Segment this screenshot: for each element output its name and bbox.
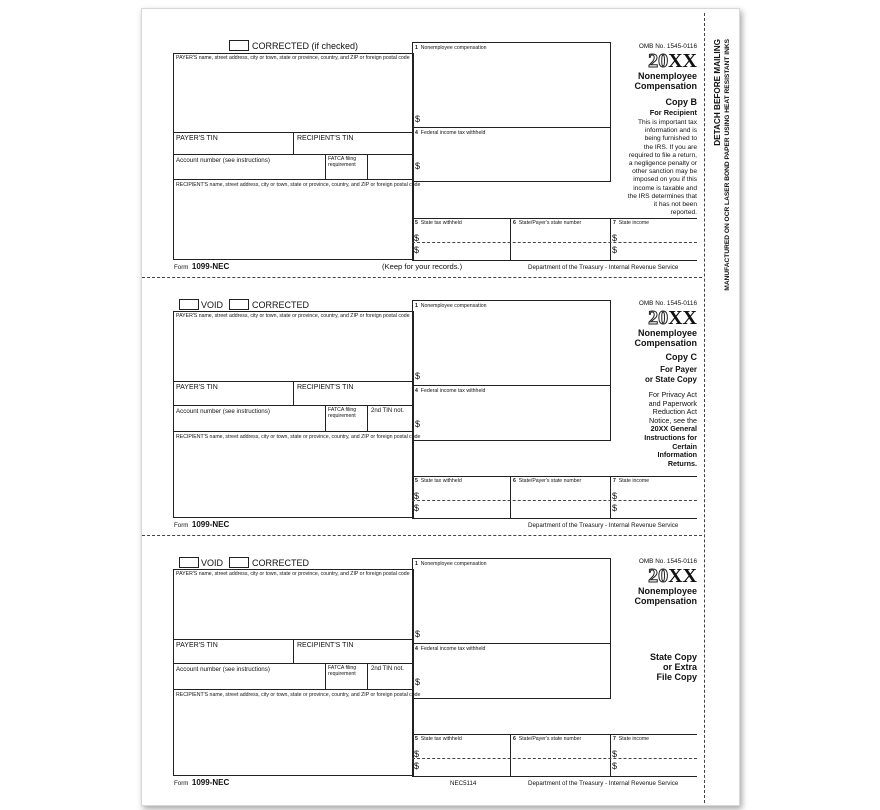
notice-line: Returns.: [667, 458, 697, 468]
corrected-checkbox[interactable]: [229, 40, 249, 51]
void-label: VOID: [201, 300, 224, 310]
notice-line: File Copy: [656, 672, 697, 682]
recipient-tin-label: RECIPIENT'S TIN: [297, 135, 354, 142]
notice-line: reported.: [670, 209, 697, 217]
tax-year: 20XX: [648, 565, 697, 587]
copy-b-title: Copy B: [665, 97, 697, 107]
notice-line: Notice, see the: [649, 415, 697, 425]
recipient-name-label: RECIPIENT'S name, street address, city or town, state or province, country, and ZIP or foreign postal code: [176, 182, 421, 188]
notice-line: the IRS. If you are: [643, 143, 697, 151]
omb-number: OMB No. 1545-0116: [638, 43, 697, 50]
notice-line: being furnished to: [644, 135, 697, 143]
corrected-label: CORRECTED: [252, 300, 310, 310]
state-copy-desc: [602, 652, 697, 682]
ocr-paper-text: MANUFACTURED ON OCR LASER BOND PAPER USING HEAT RESISTANT INKS: [724, 39, 731, 291]
notice-line: Instructions for: [644, 432, 697, 442]
form-title: Nonemployee Compensation: [634, 71, 697, 91]
detach-text: DETACH BEFORE MAILING: [713, 39, 722, 146]
second-tin-label: 2nd TIN not.: [371, 408, 404, 414]
form-name: Form 1099-NEC: [174, 262, 230, 271]
account-label: Account number (see instructions): [176, 157, 270, 164]
void-checkbox[interactable]: [179, 299, 199, 310]
notice-line: it has not been: [653, 201, 697, 209]
notice-line: 20XX General: [650, 424, 697, 434]
notice-line: This is important tax: [638, 119, 697, 126]
copy-b-sub: For Recipient: [649, 108, 697, 117]
copy-c-sub: For Payer or State Copy: [644, 365, 697, 384]
notice-line: Information: [657, 450, 697, 460]
form-sheet: CORRECTED (if checked) PAYER'S name, street address, city or town, state or province, country, and ZIP or foreign postal code PAYER'S TIN RECIPIENT'S TIN Account number (see instructions) FATCA filing requirement RECIPIENT'S name, street address, city or town, state or province, country, and ZIP or foreign postal code 1 Nonemployee compensation $ 4 Federal income tax withheld $ 5 State tax withheld 6 State/Payer's state number 7 State income $ $ $ $ OMB No. 1545-0116 20XX Nonemployee Compensation Copy B For Recipient This is important tax information and is being furnished to the IRS. If you are required to file a return, a negligence penalty or other sanction may be imposed on you if this income is taxable and the IRS determines that it has not been reported. Form 1099-NEC (Keep for your records.) Department of the Treasury - Internal Revenue Service VOID CORRECTED PAYER'S name, street address, city or town, state or province, country, and ZIP or foreign postal code PAYER'S TIN RECIPIENT'S TIN Account number (see instructions) FATCA filing requirement 2nd TIN not. RECIPIENT'S name, street address, city or town, state or province, country, and ZIP or foreign postal code 1 Nonemployee compensation $ 4 Federal income tax withheld $ 5 State tax withheld 6 State/Payer's state number 7 State income $ $ $ $ OMB No. 1545-0116 20XX Nonemployee Compensation Copy C For Payer or State Copy For Privacy Act and Paperwork Reduction Act Notice, see the 20XX General Instructions for Certain Information Returns. Form 1099-NEC Department of the Treasury - Internal Revenue Service VOID CORRECTED PAYER'S name, street address, city or town, state or province, country, and ZIP or foreign postal code PAYER'S TIN RECIPIENT'S TIN Account number (see instructions) FATCA filing requirement 2nd TIN not. RECIPIENT'S name, street address, city or town, state or province, country, and ZIP or foreign postal code 1 Nonemployee compensation $ 4 Federal income tax withheld $ 5 State tax withheld 6 State/Payer's state number 7 State income $ $ $ $ OMB No. 1545-0116 20XX Nonemployee Compensation State Copy or Extra File Copy Form 1099-NEC NEC5114 Department of the Treasury - Internal Revenue Service DETACH BEFORE MAILING MANUFACTURED ON OCR LASER BOND PAPER USING HEAT RESISTANT INKS: [141, 8, 740, 806]
perforation: [142, 277, 702, 278]
notice-line: other sanction may be: [632, 168, 697, 176]
notice-line: information and is: [644, 127, 697, 135]
tax-year: 20XX: [648, 307, 697, 329]
notice-line: a negligence penalty or: [628, 160, 697, 168]
payer-tin-label: PAYER'S TIN: [176, 135, 218, 142]
keep-records: (Keep for your records.): [382, 262, 463, 271]
box4-label: Federal income tax withheld: [420, 130, 486, 136]
payer-name-label: PAYER'S name, street address, city or town, state or province, country, and ZIP or foreign postal code: [176, 55, 410, 61]
notice-line: the IRS determines that: [627, 192, 697, 200]
detach-perforation: [704, 13, 705, 803]
notice-line: Reduction Act: [652, 407, 697, 417]
notice-line: State Copy: [649, 652, 697, 662]
copy-c-title: Copy C: [665, 352, 697, 362]
notice-line: imposed on you if this: [633, 176, 697, 184]
corrected-label: CORRECTED (if checked): [252, 41, 359, 51]
copy-b-notice: [582, 119, 697, 217]
box5-label: State tax withheld: [420, 220, 462, 226]
void-checkbox[interactable]: [179, 557, 199, 568]
form-code: NEC5114: [450, 780, 477, 787]
perforation: [142, 535, 702, 536]
notice-line: required to file a return,: [628, 151, 697, 159]
box1-label: Nonemployee compensation: [420, 45, 487, 51]
copy-c-notice: [582, 391, 697, 468]
box7-label: State income: [618, 220, 650, 226]
box6-label: State/Payer's state number: [518, 220, 582, 226]
notice-line: For Privacy Act: [648, 390, 697, 399]
corrected-checkbox[interactable]: [229, 299, 249, 310]
dept-label: Department of the Treasury - Internal Revenue Service: [528, 264, 679, 271]
notice-line: Certain: [672, 441, 697, 451]
notice-line: and Paperwork: [648, 398, 697, 408]
notice-line: income is taxable and: [633, 184, 697, 192]
tax-year: 20XX: [648, 50, 697, 72]
corrected-checkbox[interactable]: [229, 557, 249, 568]
fatca-label: FATCA filing: [328, 156, 357, 162]
notice-line: or Extra: [662, 662, 697, 672]
